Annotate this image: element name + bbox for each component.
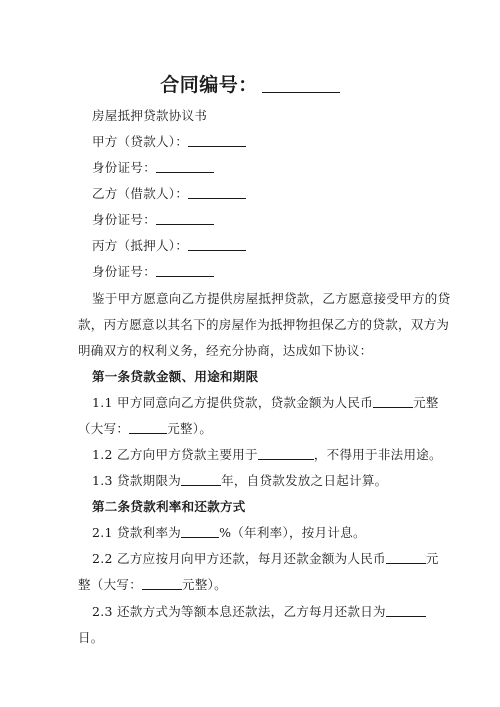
article-2-heading-text: 第二条贷款利率和还款方式 <box>92 499 246 514</box>
clause-2-2-cont-text: 整（大写： <box>78 577 143 592</box>
clause-2-3-line <box>92 602 426 620</box>
clause-2-1-suffix: %（年利率），按月计息。 <box>219 525 366 540</box>
party-c-label: 丙方（抵押人）： <box>92 238 189 253</box>
article-2-heading <box>92 497 246 515</box>
intro-text-1: 鉴于甲方愿意向乙方提供房屋抵押贷款，乙方愿意接受甲方的贷 <box>92 291 451 306</box>
party-b-blank <box>188 186 246 199</box>
loan-amount-words-blank <box>129 421 167 434</box>
intro-text-2: 款，丙方愿意以其名下的房屋作为抵押物担保乙方的贷款，双方为 <box>78 317 450 332</box>
clause-2-1-text: 2.1 贷款利率为 <box>92 525 182 540</box>
interest-rate-blank <box>181 525 219 538</box>
clause-2-3-cont-line <box>78 628 104 646</box>
id-c-blank <box>156 264 214 277</box>
clause-2-2-cont-suffix: 元整）。 <box>182 577 227 592</box>
party-a-line <box>92 132 246 150</box>
contract-number-blank <box>262 76 340 93</box>
party-b-line <box>92 184 246 202</box>
clause-2-3-cont-text: 日。 <box>78 630 104 645</box>
document-name-text: 房屋抵押贷款协议书 <box>92 108 208 123</box>
clause-2-2-cont-line <box>78 575 227 593</box>
clause-1-1-cont-suffix: 元整）。 <box>167 421 213 436</box>
clause-1-1-cont-line <box>78 419 212 437</box>
intro-line-2 <box>78 315 449 333</box>
clause-1-3-suffix: 年，自贷款发放之日起计算。 <box>221 473 388 488</box>
party-a-label: 甲方（贷款人）： <box>92 134 189 149</box>
clause-1-2-text: 1.2 乙方向甲方贷款主要用于 <box>92 447 258 462</box>
article-1-heading-text: 第一条贷款金额、用途和期限 <box>92 369 259 384</box>
clause-2-2-text: 2.2 乙方应按月向甲方还款，每月还款金额为人民币 <box>92 551 386 566</box>
clause-2-1-line <box>92 523 366 541</box>
id-c-label: 身份证号： <box>92 264 157 279</box>
intro-line-3 <box>78 341 372 359</box>
clause-2-3-text: 2.3 还款方式为等额本息还款法，乙方每月还款日为 <box>92 604 386 619</box>
contract-number-title <box>0 70 500 97</box>
clause-1-3-line <box>92 471 387 489</box>
article-1-heading <box>92 367 258 385</box>
clause-2-2-suffix: 元 <box>425 551 439 566</box>
id-a-line <box>92 158 214 176</box>
party-a-blank <box>188 134 246 147</box>
clause-1-1-text: 1.1 甲方同意向乙方提供贷款，贷款金额为人民币 <box>92 395 374 410</box>
clause-1-1-suffix: 元整 <box>413 395 439 410</box>
clause-1-3-text: 1.3 贷款期限为 <box>92 473 182 488</box>
loan-amount-blank <box>373 395 413 408</box>
id-b-line <box>92 210 214 228</box>
id-a-label: 身份证号： <box>92 160 157 175</box>
id-a-blank <box>156 160 214 173</box>
id-c-line <box>92 262 214 280</box>
title-text: 合同编号： <box>160 74 258 96</box>
clause-1-2-line <box>92 445 442 463</box>
id-b-label: 身份证号： <box>92 212 157 227</box>
clause-1-1-cont-text: （大写： <box>78 421 130 436</box>
clause-1-2-suffix: ，不得用于非法用途。 <box>313 447 442 462</box>
id-b-blank <box>156 212 214 225</box>
loan-purpose-blank <box>258 447 314 460</box>
intro-text-3: 明确双方的权利义务，经充分协商，达成如下协议： <box>78 343 373 358</box>
clause-2-2-line <box>92 549 439 567</box>
clause-1-1-line <box>92 393 439 411</box>
party-c-blank <box>188 238 246 251</box>
party-b-label: 乙方（借款人）： <box>92 186 189 201</box>
monthly-payment-blank <box>386 551 426 564</box>
party-c-line <box>92 236 246 254</box>
loan-term-blank <box>181 473 221 486</box>
monthly-payment-words-blank <box>142 577 182 590</box>
intro-line-1 <box>92 289 450 307</box>
repayment-day-blank <box>386 604 426 617</box>
document-name <box>92 106 207 124</box>
